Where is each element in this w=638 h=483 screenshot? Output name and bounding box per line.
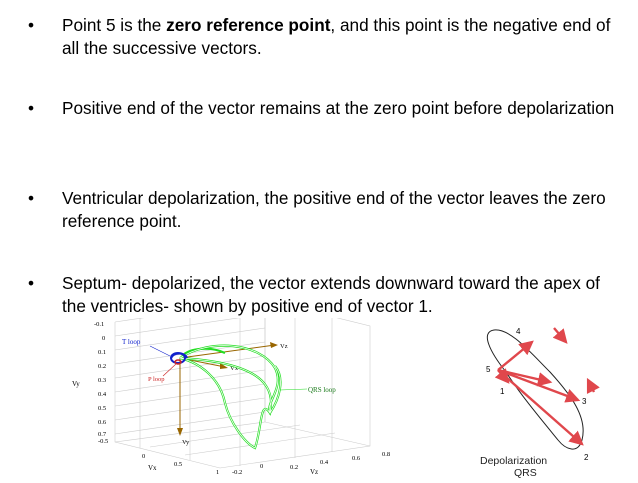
vz-tick-label: 0.2 xyxy=(290,464,299,471)
vz-arrowhead xyxy=(270,342,278,348)
vz-axis-label: Vz xyxy=(310,468,319,476)
deco-arrow xyxy=(588,380,594,392)
vx-tick-label: 0.5 xyxy=(174,461,183,468)
vy-tick-label: -0.5 xyxy=(98,438,109,445)
bullet-marker: • xyxy=(28,15,35,35)
vector-arrows xyxy=(498,342,582,444)
bullet-bold-text: zero reference point xyxy=(166,15,331,35)
bullet-marker: • xyxy=(28,98,35,118)
bullet-item xyxy=(28,14,618,60)
qrs-loop-label: QRS loop xyxy=(308,386,336,394)
t-loop-leader xyxy=(150,346,170,356)
vy-tick-labels xyxy=(94,321,108,445)
qrs-caption: QRS xyxy=(514,467,537,478)
vy-tick-label: 0.5 xyxy=(98,405,107,412)
vector-label-5: 5 xyxy=(486,365,491,374)
vx-tick-label: 1 xyxy=(216,469,220,476)
vy-axis-label: Vy xyxy=(72,380,80,388)
bullet-marker: • xyxy=(28,273,35,293)
vz-inner-label: Vz xyxy=(280,343,288,350)
vz-tick-label: 0.8 xyxy=(382,451,391,458)
vz-tick-label: 0 xyxy=(260,463,264,470)
p-loop-leader xyxy=(163,364,176,376)
vy-tick-label: 0.3 xyxy=(98,377,107,384)
bullet-item xyxy=(28,97,618,120)
vz-tick-label: -0.2 xyxy=(232,469,243,476)
bullet-item xyxy=(28,272,618,318)
vy-tick-label: 0.4 xyxy=(98,391,107,398)
vector-label-3: 3 xyxy=(582,397,587,406)
vectorcardiogram-figure xyxy=(70,318,400,478)
depolarization-figure xyxy=(470,322,630,478)
vy-tick-label: 0 xyxy=(102,335,106,342)
vectorcardiogram-svg xyxy=(70,318,400,478)
bullet-text: Positive end of the vector remains at the zero point before depolarization xyxy=(62,98,615,118)
depolarization-svg xyxy=(470,322,630,478)
bullet-text: Septum- depolarized, the vector extends downward toward the apex of the ventricles- shown by positive end of vector 1. xyxy=(62,273,600,316)
deco-arrow xyxy=(554,328,566,342)
qrs-loop-leader xyxy=(280,389,307,390)
vector-label-4: 4 xyxy=(516,327,521,336)
t-loop-label: T loop xyxy=(122,338,141,346)
bullet-item xyxy=(28,187,618,233)
vz-tick-label: 0.4 xyxy=(320,459,329,466)
vy-arrowhead xyxy=(177,428,183,436)
bullet-marker: • xyxy=(28,188,35,208)
vx-inner-label: Vx xyxy=(230,365,238,372)
vy-inner-label: Vy xyxy=(182,439,190,446)
vz-tick-label: 0.6 xyxy=(352,455,361,462)
vy-tick-label: 0.6 xyxy=(98,419,107,426)
vy-tick-label: 0.1 xyxy=(98,349,107,356)
vx-axis-label: Vx xyxy=(148,464,157,472)
bullet-text: , and this point is the negative end of all the successive vectors. xyxy=(62,15,611,58)
vx-tick-label: 0 xyxy=(142,453,146,460)
vy-tick-label: 0.7 xyxy=(98,431,107,438)
vy-tick-label: 0.2 xyxy=(98,363,107,370)
bullet-text: Ventricular depolarization, the positive end of the vector leaves the zero reference point. xyxy=(62,188,606,231)
bullet-text: Point 5 is the xyxy=(62,15,167,35)
vector-label-1: 1 xyxy=(500,387,505,396)
p-loop-label: P loop xyxy=(148,376,165,383)
vector-label-2: 2 xyxy=(584,453,589,462)
depolarization-caption: Depolarization xyxy=(480,455,548,467)
t-loop xyxy=(171,353,187,363)
vy-tick-label: -0.1 xyxy=(94,321,105,328)
